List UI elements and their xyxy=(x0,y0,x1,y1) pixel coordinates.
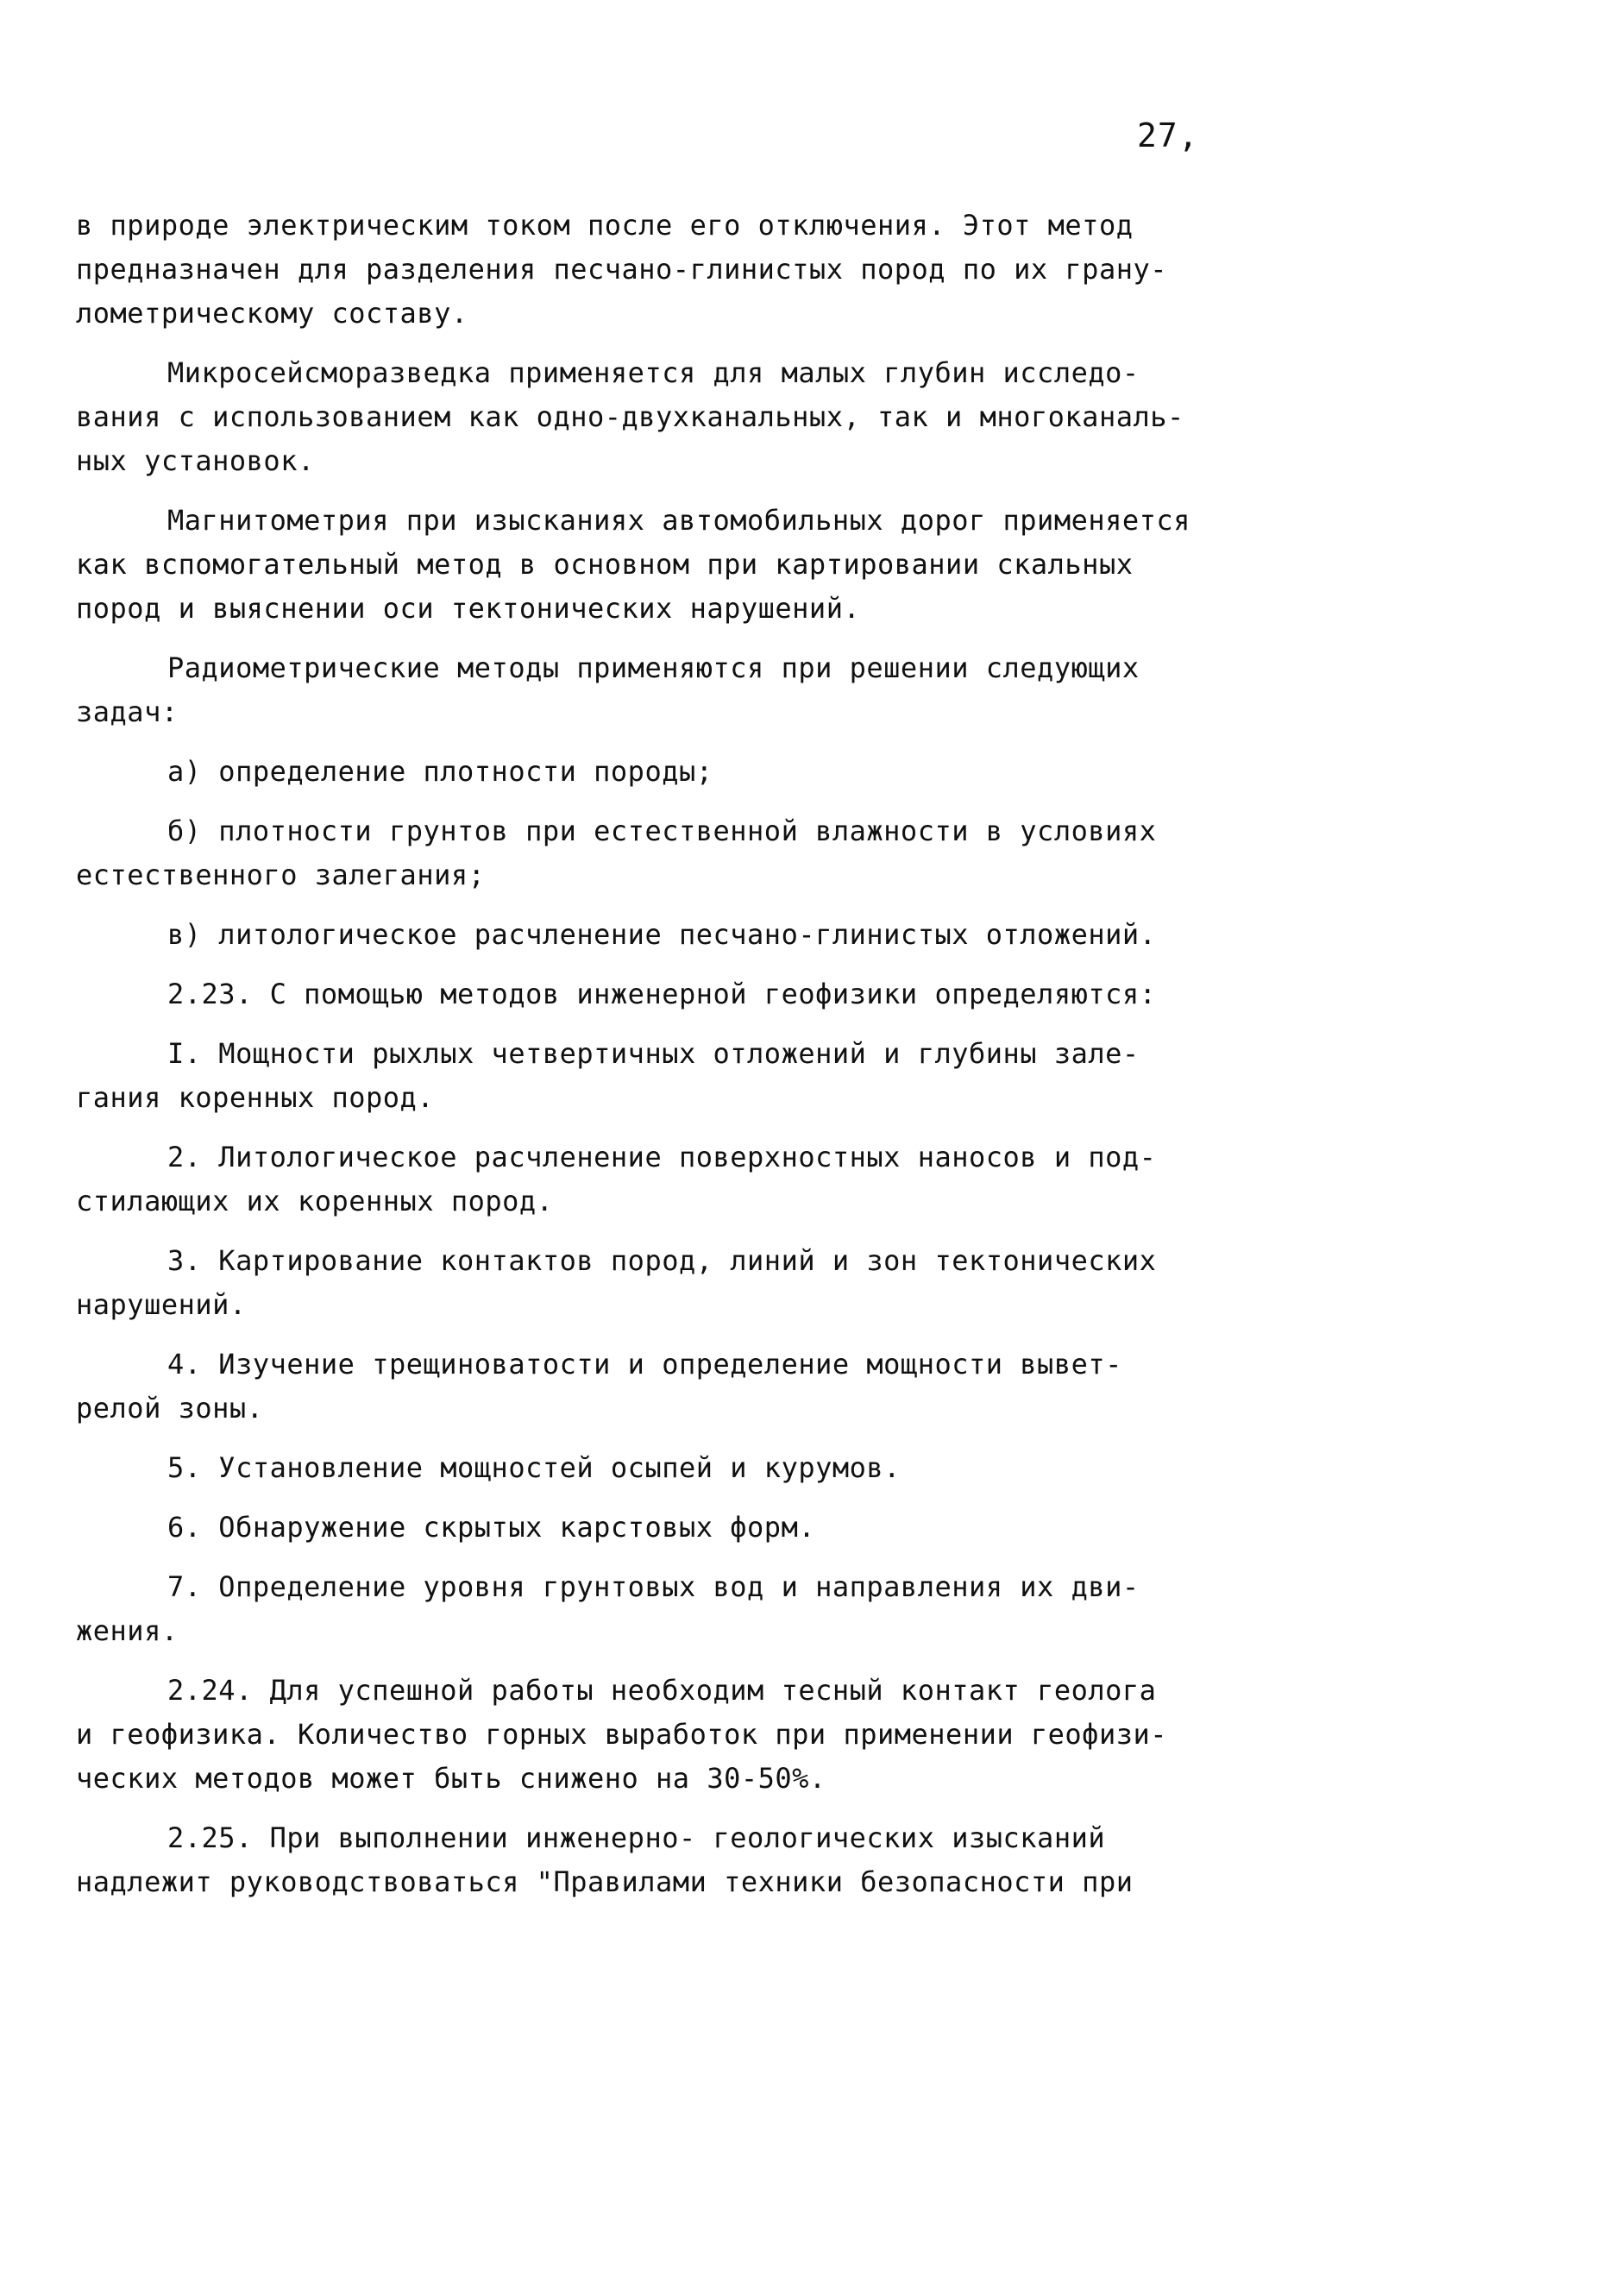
paragraph-p2 xyxy=(76,351,1284,483)
text-line: предназначен для разделения песчано-глинистых пород по их грану- xyxy=(76,253,1167,286)
text-line: в природе электрическим током после его отключения. Этот метод xyxy=(76,209,1134,242)
text-line: естественного залегания; xyxy=(76,859,486,891)
text-line: надлежит руководствоваться "Правилами техники безопасности при xyxy=(76,1865,1134,1898)
text-line: жения. xyxy=(76,1614,179,1647)
paragraph-p11 xyxy=(76,1239,1284,1327)
text-line: Радиометрические методы применяются при решении следующих xyxy=(167,651,1140,684)
paragraph-p12 xyxy=(76,1343,1284,1431)
paragraph-p14 xyxy=(76,1506,1284,1550)
text-line: б) плотности грунтов при естественной влажности в условиях xyxy=(167,815,1157,847)
text-line: 7. Определение уровня грунтовых вод и направления их дви- xyxy=(167,1570,1140,1603)
text-line: лометрическому составу. xyxy=(76,297,468,330)
text-line: I. Мощности рыхлых четвертичных отложений и глубины зале- xyxy=(167,1037,1140,1070)
paragraph-p7 xyxy=(76,913,1284,957)
text-line: нарушений. xyxy=(76,1288,247,1321)
text-line: 2. Литологическое расчленение поверхностных наносов и под- xyxy=(167,1141,1157,1173)
paragraph-p9 xyxy=(76,1032,1284,1120)
text-line: 6. Обнаружение скрытых карстовых форм. xyxy=(167,1511,816,1544)
text-line: а) определение плотности породы; xyxy=(167,755,713,788)
text-line: задач: xyxy=(76,695,179,728)
text-line: Микросейсморазведка применяется для малых глубин исследо- xyxy=(167,356,1140,389)
text-line: Магнитометрия при изысканиях автомобильных дорог применяется xyxy=(167,504,1191,537)
paragraph-p1 xyxy=(76,204,1284,336)
paragraph-p17 xyxy=(76,1816,1284,1904)
text-line: как вспомогательный метод в основном при картировании скальных xyxy=(76,548,1134,581)
paragraph-p6 xyxy=(76,809,1284,897)
text-line: 2.24. Для успешной работы необходим тесный контакт геолога xyxy=(167,1674,1157,1707)
text-line: 2.25. При выполнении инженерно- геологических изысканий xyxy=(167,1821,1106,1854)
paragraph-p15 xyxy=(76,1565,1284,1653)
text-line: 5. Установление мощностей осыпей и курумов. xyxy=(167,1451,901,1484)
paragraph-p3 xyxy=(76,499,1284,631)
paragraph-p16 xyxy=(76,1669,1284,1801)
paragraph-p13 xyxy=(76,1446,1284,1490)
paragraph-p10 xyxy=(76,1135,1284,1223)
paragraph-p4 xyxy=(76,646,1284,734)
text-line: 4. Изучение трещиноватости и определение мощности вывет- xyxy=(167,1348,1122,1381)
text-line: и геофизика. Количество горных выработок при применении геофизи- xyxy=(76,1718,1167,1751)
text-line: 2.23. С помощью методов инженерной геофизики определяются: xyxy=(167,978,1157,1010)
text-line: пород и выяснении оси тектонических нарушений. xyxy=(76,592,861,625)
text-line: в) литологическое расчленение песчано-глинистых отложений. xyxy=(167,918,1157,951)
text-line: ных установок. xyxy=(76,444,315,477)
text-line: ческих методов может быть снижено на 30-50%. xyxy=(76,1762,826,1795)
text-line: гания коренных пород. xyxy=(76,1081,435,1114)
paragraph-p5 xyxy=(76,750,1284,794)
page-number: 27, xyxy=(1137,116,1199,154)
document-body xyxy=(76,204,1284,1920)
paragraph-p8 xyxy=(76,972,1284,1016)
text-line: вания с использованием как одно-двухканальных, так и многоканаль- xyxy=(76,400,1184,433)
text-line: стилающих их коренных пород. xyxy=(76,1185,554,1217)
text-line: релой зоны. xyxy=(76,1392,264,1425)
text-line: 3. Картирование контактов пород, линий и зон тектонических xyxy=(167,1244,1157,1277)
